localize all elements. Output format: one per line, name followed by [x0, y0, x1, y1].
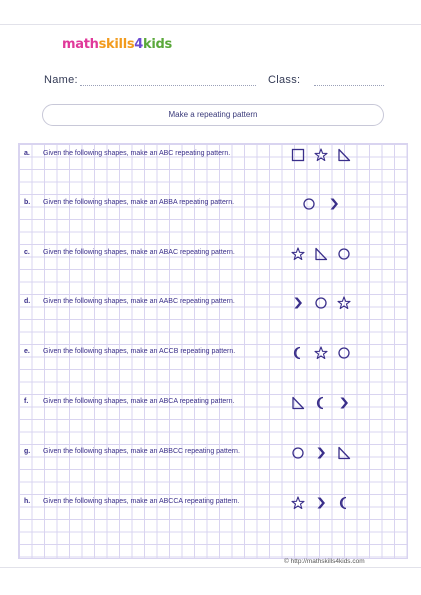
question-row [0, 247, 421, 261]
triangle-icon [337, 446, 351, 460]
question-text: Given the following shapes, make an AABC repeating pattern. [43, 298, 235, 305]
question-letter: h. [24, 498, 31, 505]
class-field[interactable] [314, 85, 384, 86]
triangle-icon [291, 396, 305, 410]
question-letter: d. [24, 298, 31, 305]
question-row [0, 446, 421, 460]
circle-icon [337, 346, 351, 360]
moon-icon [337, 496, 351, 510]
question-text: Given the following shapes, make an ABCA repeating pattern. [43, 398, 235, 405]
question-row [0, 148, 421, 162]
name-label: Name: [44, 74, 78, 86]
chevron-icon [291, 296, 305, 310]
triangle-icon [337, 148, 351, 162]
star-icon [291, 247, 305, 261]
logo: mathskills4kids [62, 37, 172, 52]
chevron-icon [314, 446, 328, 460]
question-text: Given the following shapes, make an ABC repeating pattern. [43, 150, 231, 157]
triangle-icon [314, 247, 328, 261]
circle-icon [337, 247, 351, 261]
moon-icon [314, 396, 328, 410]
question-text: Given the following shapes, make an ABCCA repeating pattern. [43, 498, 240, 505]
square-icon [291, 148, 305, 162]
footer-divider [0, 567, 421, 568]
question-letter: e. [24, 348, 30, 355]
chevron-icon [337, 396, 351, 410]
question-letter: g. [24, 448, 31, 455]
question-letter: a. [24, 150, 30, 157]
question-letter: b. [24, 199, 31, 206]
moon-icon [291, 346, 305, 360]
question-text: Given the following shapes, make an ACCB repeating pattern. [43, 348, 236, 355]
class-label: Class: [268, 74, 301, 86]
circle-icon [291, 446, 305, 460]
name-field[interactable] [80, 85, 256, 86]
question-row [0, 496, 421, 510]
worksheet-title: Make a repeating pattern [42, 104, 384, 126]
question-text: Given the following shapes, make an ABAC repeating pattern. [43, 249, 235, 256]
question-row [0, 296, 421, 310]
chevron-icon [314, 496, 328, 510]
question-row [0, 346, 421, 360]
star-icon [314, 148, 328, 162]
circle-icon [314, 296, 328, 310]
question-letter: c. [24, 249, 30, 256]
chevron-icon [327, 197, 341, 211]
header-divider [0, 24, 421, 25]
star-icon [337, 296, 351, 310]
question-text: Given the following shapes, make an ABBA repeating pattern. [43, 199, 235, 206]
circle-icon [302, 197, 316, 211]
question-row [0, 396, 421, 410]
question-letter: f. [24, 398, 29, 405]
star-icon [314, 346, 328, 360]
question-row [0, 197, 421, 211]
footer-url[interactable]: © http://mathskills4kids.com [284, 558, 365, 565]
question-text: Given the following shapes, make an ABBCC repeating pattern. [43, 448, 240, 455]
star-icon [291, 496, 305, 510]
